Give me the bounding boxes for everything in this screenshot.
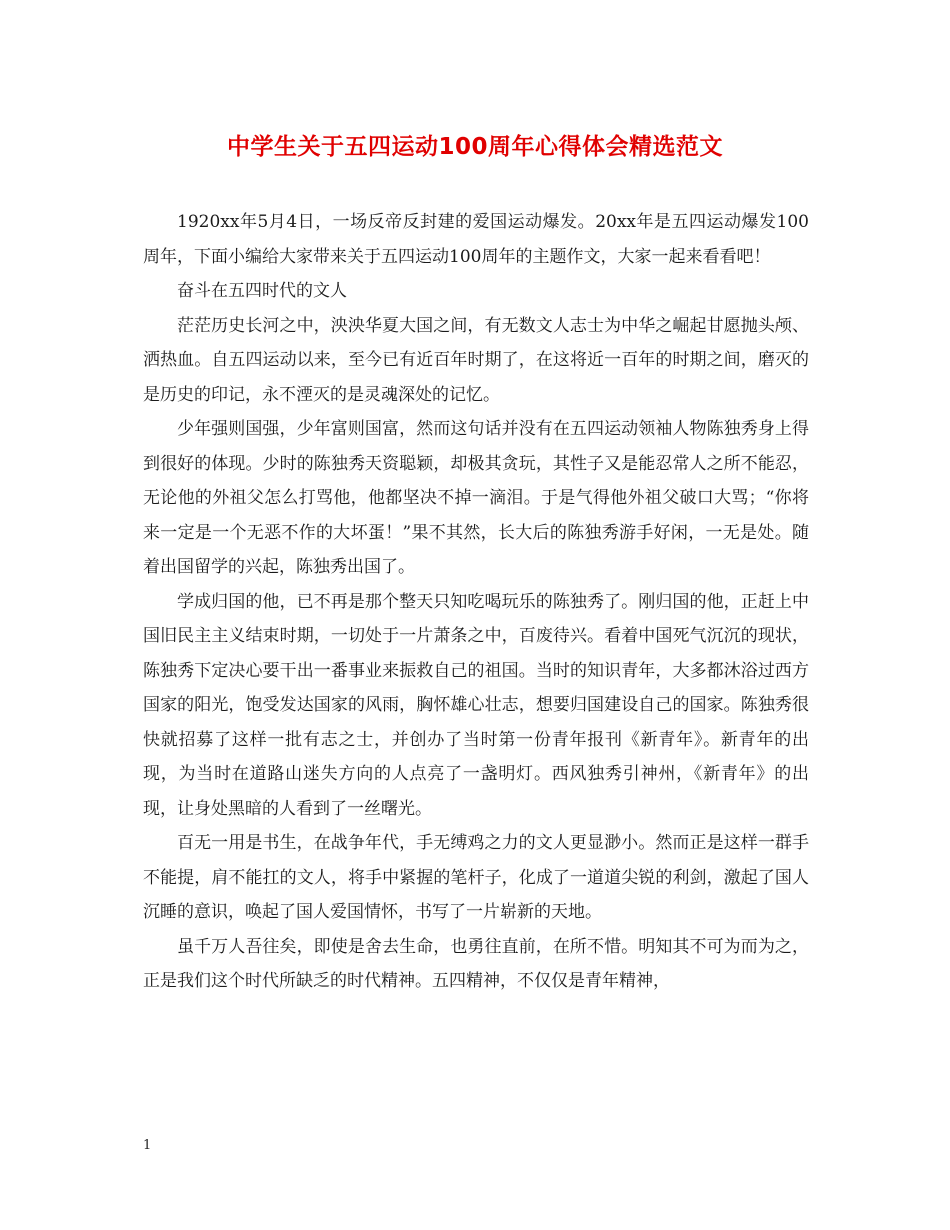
paragraph: 百无一用是书生，在战争年代，手无缚鸡之力的文人更显渺小。然而正是这样一群手不能提，肩不能扛的文人，将手中紧握的笔杆子，化成了一道道尖锐的利剑，激起了国人沉睡的意识，唤起了国人爱国情怀，书写了一片崭新的天地。 — [143, 833, 809, 922]
paragraph: 茫茫历史长河之中，泱泱华夏大国之间，有无数文人志士为中华之崛起甘愿抛头颅、洒热血。自五四运动以来，至今已有近百年时期了，在这将近一百年的时期之间，磨灭的是历史的印记，永不湮灭的是灵魂深处的记忆。 — [143, 315, 809, 405]
paragraph: 虽千万人吾往矣，即使是舍去生命，也勇往直前，在所不惜。明知其不可为而为之，正是我们这个时代所缺乏的时代精神。五四精神，不仅仅是青年精神， — [143, 936, 809, 991]
paragraph: 学成归国的他，已不再是那个整天只知吃喝玩乐的陈独秀了。刚归国的他，正赶上中国旧民主主义结束时期，一切处于一片萧条之中，百废待兴。看着中国死气沉沉的现状，陈独秀下定决心要干出一番事业来振救自己的祖国。当时的知识青年，大多都沐浴过西方国家的阳光，饱受发达国家的风雨，胸怀雄心壮志，想要归国建设自己的国家。陈独秀很快就招募了这样一批有志之士，并创办了当时第一份青年报刊《新青年》。新青年的出现，为当时在道路山迷失方向的人点亮了一盏明灯。西风独秀引神州，《新青年》的出现，让身处黑暗的人看到了一丝曙光。 — [143, 591, 809, 819]
document-body — [143, 205, 809, 999]
section-heading: 奋斗在五四时代的文人 — [177, 281, 347, 301]
document-title: 中学生关于五四运动100周年心得体会精选范文 — [226, 134, 723, 160]
page-number: 1 — [143, 1138, 152, 1153]
paragraph-intro: 1920xx年5月4日，一场反帝反封建的爱国运动爆发。20xx年是五四运动爆发100周年，下面小编给大家带来关于五四运动100周年的主题作文，大家一起来看看吧！ — [143, 212, 809, 267]
paragraph: 少年强则国强，少年富则国富，然而这句话并没有在五四运动领袖人物陈独秀身上得到很好的体现。少时的陈独秀天资聪颖，却极其贪玩，其性子又是能忍常人之所不能忍，无论他的外祖父怎么打骂他，他都坚决不掉一滴泪。于是气得他外祖父破口大骂；“你将来一定是一个无恶不作的大坏蛋！”果不其然，长大后的陈独秀游手好闲，一无是处。随着出国留学的兴起，陈独秀出国了。 — [143, 419, 809, 577]
